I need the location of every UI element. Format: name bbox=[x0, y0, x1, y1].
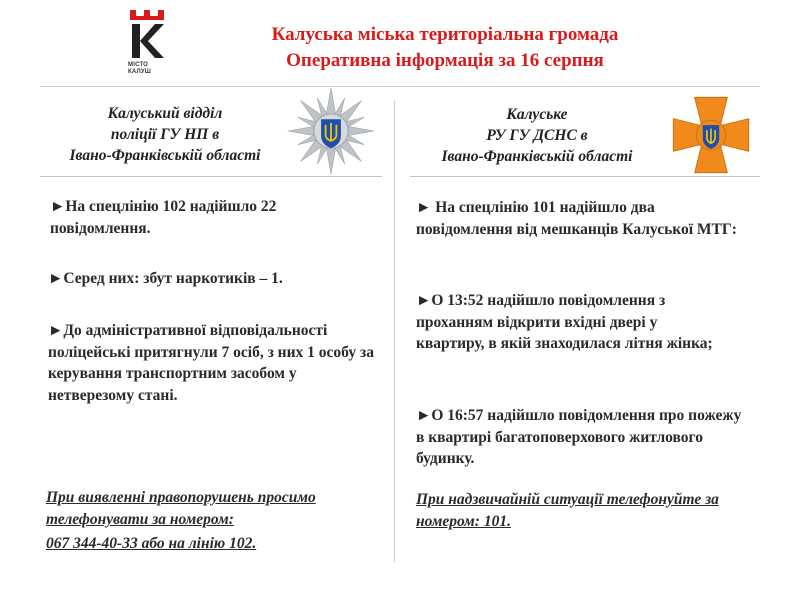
dsns-org-name bbox=[408, 104, 666, 167]
dsns-org-line1: Калуське bbox=[506, 106, 568, 123]
police-org-line3: Івано-Франківській області bbox=[69, 147, 261, 164]
police-emblem-icon bbox=[286, 86, 376, 176]
column-divider bbox=[394, 100, 395, 562]
page-subtitle: Оперативна інформація за 16 серпня bbox=[286, 50, 604, 71]
dsns-org-line3: Івано-Франківській області bbox=[441, 148, 633, 165]
logo-caption-line2: КАЛУШ bbox=[128, 69, 152, 75]
police-header-divider bbox=[40, 176, 382, 177]
kalush-logo-icon bbox=[128, 10, 166, 60]
police-drugs-text: ►Серед них: збут наркотиків – 1. bbox=[48, 270, 283, 287]
police-org-line2: поліції ГУ НП в bbox=[110, 126, 220, 143]
dsns-calls-text: ► На спецлінію 101 надійшло два повідомлення від мешканців Калуської МТГ: bbox=[416, 199, 737, 238]
dsns-fire-call-text: ►О 16:57 надійшло повідомлення про пожежу в квартирі багатоповерхового житлового будинку. bbox=[416, 407, 742, 467]
police-admin-text: ►До адміністративної відповідальності поліцейські притягнули 7 осіб, з них 1 особу за керування транспортним засобом у нетверезому стані. bbox=[48, 322, 374, 404]
police-org-line1: Калуський відділ bbox=[107, 105, 223, 122]
dsns-org-line2: РУ ГУ ДСНС в bbox=[486, 127, 588, 144]
dsns-emblem-icon bbox=[670, 94, 752, 176]
logo-caption bbox=[128, 62, 166, 76]
dsns-door-call-text: ►О 13:52 надійшло повідомлення з проханням відкрити вхідні двері у квартиру, в якій знаходилася літня жінка; bbox=[416, 292, 713, 352]
logo-caption-line1: МІСТО bbox=[128, 62, 149, 68]
police-contact-phone: 067 344-40-33 або на лінію 102. bbox=[46, 535, 257, 552]
header-divider bbox=[40, 86, 760, 87]
dsns-contact-note: При надзвичайній ситуації телефонуйте за номером: 101. bbox=[416, 491, 719, 530]
dsns-header-divider bbox=[410, 176, 760, 177]
police-calls-text: ►На спецлінію 102 надійшло 22 повідомлення. bbox=[50, 198, 277, 237]
police-org-name bbox=[40, 103, 290, 166]
police-contact-note: При виявленні правопорушень просимо телефонувати за номером: bbox=[46, 489, 316, 528]
page-title: Калуська міська територіальна громада bbox=[271, 24, 619, 45]
kalush-city-logo bbox=[128, 10, 166, 78]
